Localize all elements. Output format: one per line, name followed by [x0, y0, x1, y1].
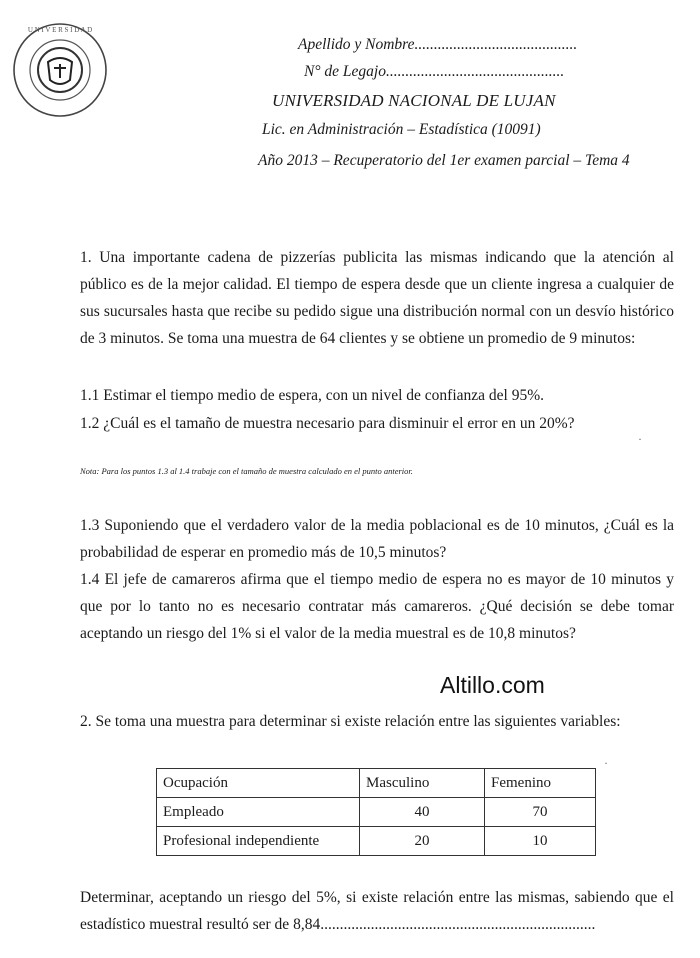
- exam-title: Año 2013 – Recuperatorio del 1er examen parcial – Tema 4: [258, 152, 630, 169]
- stray-mark-2: ·: [604, 756, 608, 770]
- contingency-table: [156, 768, 596, 856]
- question-1-2: 1.2 ¿Cuál es el tamaño de muestra necesario para disminuir el error en un 20%?: [80, 415, 575, 432]
- table-header-row: [157, 769, 596, 798]
- question-2-intro: 2. Se toma una muestra para determinar si existe relación entre las siguientes variables:: [80, 713, 621, 730]
- table-header-cell: Femenino: [485, 769, 596, 798]
- legajo-dots: ..............................................: [385, 63, 565, 80]
- name-dots: ..........................................: [414, 36, 578, 53]
- question-2-closing: [80, 884, 674, 938]
- table-row: [157, 827, 596, 856]
- table-header-cell: Masculino: [360, 769, 485, 798]
- stray-mark: ·: [638, 432, 642, 446]
- watermark-text: Altillo.com: [440, 672, 545, 698]
- table-cell: Profesional independiente: [157, 827, 360, 856]
- table-cell: 20: [360, 827, 485, 856]
- table-row: [157, 798, 596, 827]
- legajo-field-line: [304, 63, 564, 81]
- table-cell: Empleado: [157, 798, 360, 827]
- question-1-1: 1.1 Estimar el tiempo medio de espera, con un nivel de confianza del 95%.: [80, 387, 544, 404]
- question-1-4: 1.4 El jefe de camareros afirma que el tiempo medio de espera no es mayor de 10 minutos y que por lo tanto no es necesario contratar más camareros. ¿Qué decisión se debe tomar aceptando un riesgo del 1% si el valor de la media muestral es de 10,8 minutos?: [80, 571, 674, 642]
- closing-dots: .......................................................................: [320, 916, 596, 933]
- name-field-line: [298, 36, 577, 54]
- table-cell: 40: [360, 798, 485, 827]
- closing-text: Determinar, aceptando un riesgo del 5%, si existe relación entre las mismas, sabiendo que el estadístico muestral resultó ser de 8,84: [80, 889, 674, 933]
- university-name: UNIVERSIDAD NACIONAL DE LUJAN: [272, 91, 556, 110]
- table-header-cell: Ocupación: [157, 769, 360, 798]
- university-seal: [8, 18, 112, 122]
- svg-text:U N I V E R S I D A D: U N I V E R S I D A D: [27, 26, 93, 34]
- question-1-3: 1.3 Suponiendo que el verdadero valor de la media poblacional es de 10 minutos, ¿Cuál es la probabilidad de esperar en promedio más de 10,5 minutos?: [80, 517, 674, 561]
- note-text: Nota: Para los puntos 1.3 al 1.4 trabaje con el tamaño de muestra calculado en el punto anterior.: [80, 466, 413, 476]
- table-cell: 10: [485, 827, 596, 856]
- legajo-label: N° de Legajo: [304, 63, 386, 80]
- course-title: Lic. en Administración – Estadística (10091): [262, 121, 541, 138]
- question-1-intro: 1. Una importante cadena de pizzerías publicita las mismas indicando que la atención al público es de la mejor calidad. El tiempo de espera desde que un cliente ingresa a cualquier de sus sucursales hasta que recibe su pedido sigue una distribución normal con un desvío histórico de 3 minutos. Se toma una muestra de 64 clientes y se obtiene un promedio de 9 minutos:: [80, 249, 674, 347]
- table-cell: 70: [485, 798, 596, 827]
- name-label: Apellido y Nombre: [298, 36, 415, 53]
